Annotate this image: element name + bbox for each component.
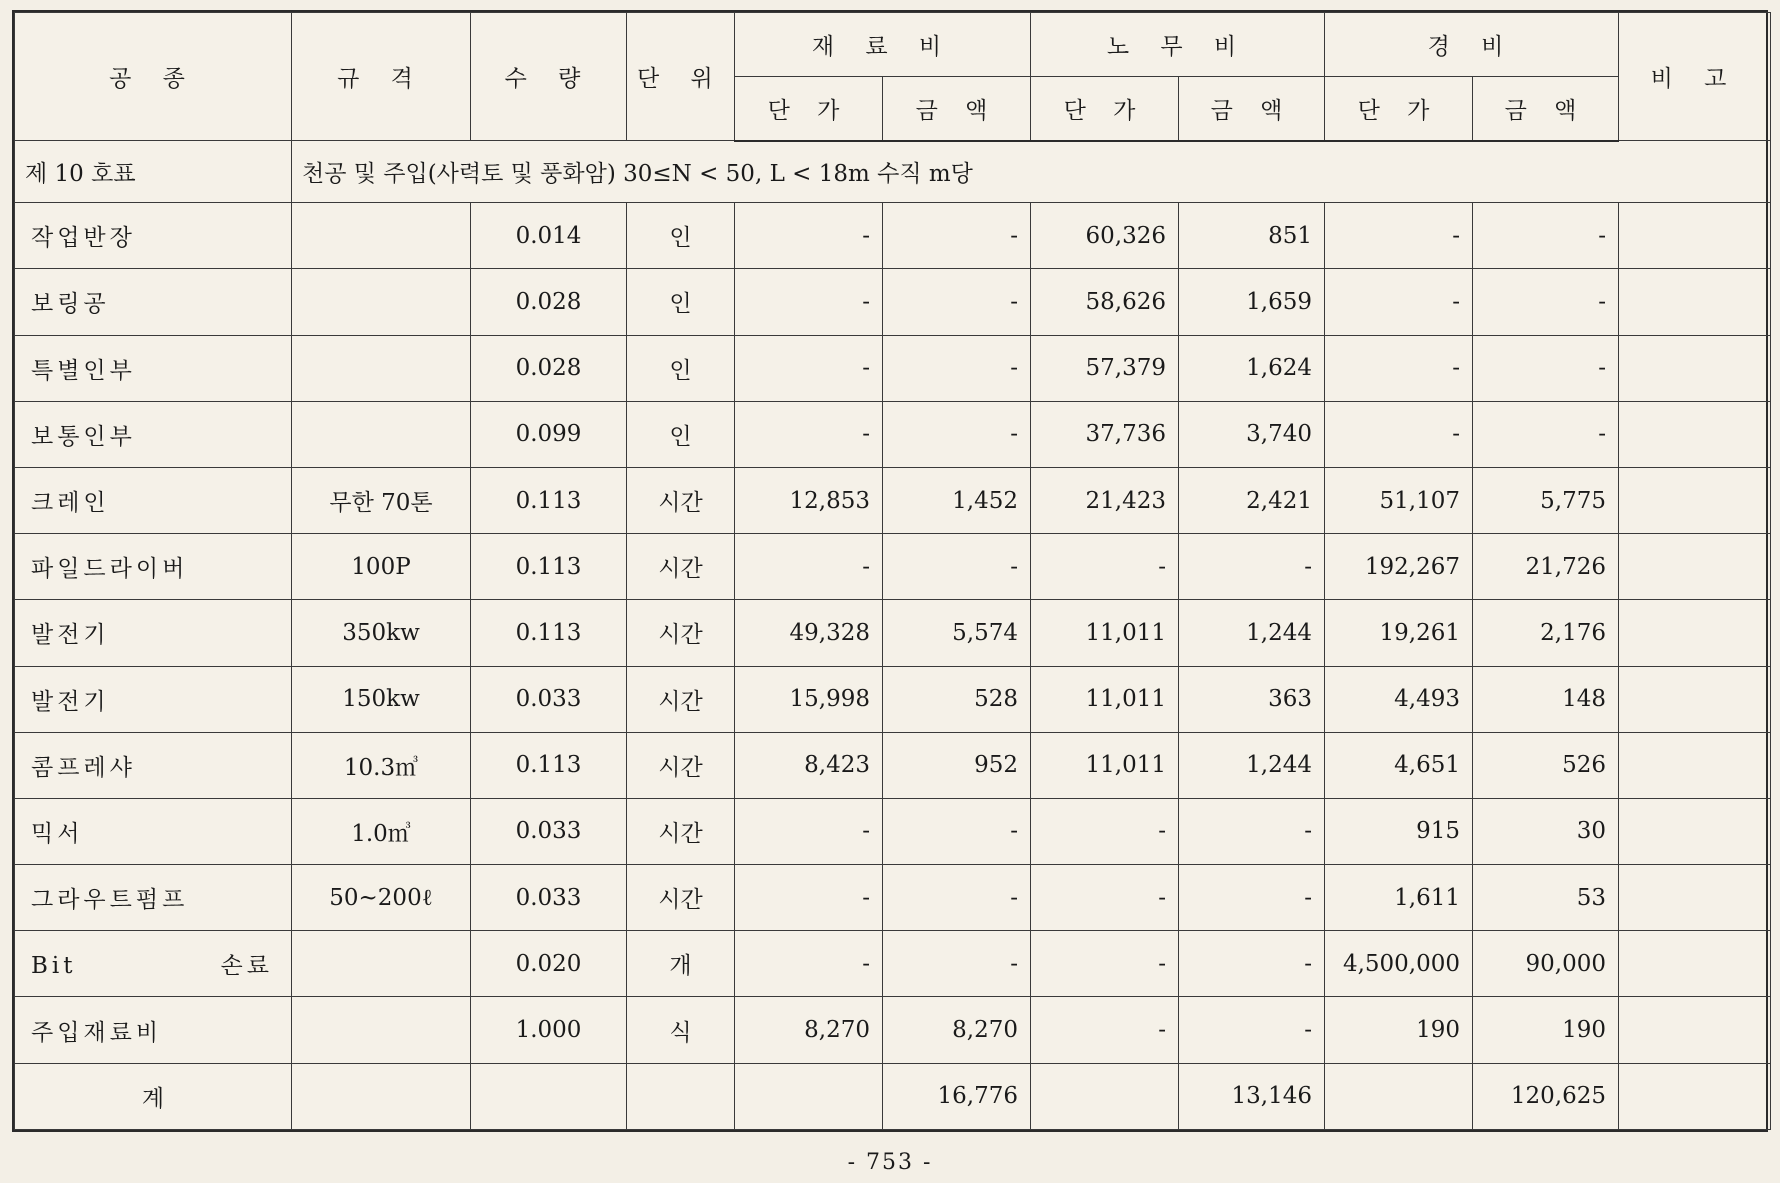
expense-unit-price: 4,500,000 bbox=[1325, 931, 1473, 997]
labor-unit-price: - bbox=[1031, 798, 1179, 864]
material-amount: 5,574 bbox=[883, 600, 1031, 666]
total-expense-unit-price bbox=[1325, 1063, 1473, 1129]
item-remarks bbox=[1619, 666, 1771, 732]
item-name: 파일드라이버 bbox=[15, 534, 292, 600]
material-unit-price: 8,270 bbox=[735, 997, 883, 1063]
item-spec: 350kw bbox=[292, 600, 471, 666]
labor-amount: - bbox=[1179, 931, 1325, 997]
item-name: 크레인 bbox=[15, 467, 292, 533]
header-expense-amount: 금 액 bbox=[1473, 77, 1619, 141]
table-row bbox=[15, 798, 1771, 864]
item-spec: 50~200ℓ bbox=[292, 865, 471, 931]
expense-amount: 190 bbox=[1473, 997, 1619, 1063]
item-spec bbox=[292, 931, 471, 997]
material-amount: 1,452 bbox=[883, 467, 1031, 533]
expense-amount: - bbox=[1473, 401, 1619, 467]
table-row bbox=[15, 269, 1771, 335]
expense-amount: 30 bbox=[1473, 798, 1619, 864]
labor-amount: 1,244 bbox=[1179, 600, 1325, 666]
material-unit-price: - bbox=[735, 203, 883, 269]
material-unit-price: - bbox=[735, 931, 883, 997]
item-quantity: 0.113 bbox=[471, 467, 627, 533]
material-amount: - bbox=[883, 931, 1031, 997]
item-quantity: 0.033 bbox=[471, 666, 627, 732]
expense-unit-price: - bbox=[1325, 335, 1473, 401]
expense-amount: - bbox=[1473, 203, 1619, 269]
item-remarks bbox=[1619, 732, 1771, 798]
table-row bbox=[15, 203, 1771, 269]
item-spec: 무한 70톤 bbox=[292, 467, 471, 533]
table-row bbox=[15, 666, 1771, 732]
expense-unit-price: 915 bbox=[1325, 798, 1473, 864]
item-name: 발전기 bbox=[15, 600, 292, 666]
labor-amount: - bbox=[1179, 534, 1325, 600]
header-work-type: 공 종 bbox=[15, 13, 292, 141]
total-material-amount: 16,776 bbox=[883, 1063, 1031, 1129]
material-unit-price: 15,998 bbox=[735, 666, 883, 732]
item-unit: 인 bbox=[627, 401, 735, 467]
item-unit: 인 bbox=[627, 203, 735, 269]
labor-unit-price: - bbox=[1031, 534, 1179, 600]
header-material-amount: 금 액 bbox=[883, 77, 1031, 141]
labor-amount: 1,624 bbox=[1179, 335, 1325, 401]
expense-unit-price: 190 bbox=[1325, 997, 1473, 1063]
header-spec: 규 격 bbox=[292, 13, 471, 141]
header-unit: 단 위 bbox=[627, 13, 735, 141]
material-unit-price: - bbox=[735, 865, 883, 931]
expense-amount: - bbox=[1473, 269, 1619, 335]
material-unit-price: - bbox=[735, 269, 883, 335]
header-material-unit-price: 단 가 bbox=[735, 77, 883, 141]
labor-amount: 851 bbox=[1179, 203, 1325, 269]
item-remarks bbox=[1619, 798, 1771, 864]
material-unit-price: - bbox=[735, 401, 883, 467]
table-row bbox=[15, 335, 1771, 401]
expense-amount: 5,775 bbox=[1473, 467, 1619, 533]
expense-unit-price: - bbox=[1325, 401, 1473, 467]
expense-unit-price: 51,107 bbox=[1325, 467, 1473, 533]
item-name: 보링공 bbox=[15, 269, 292, 335]
item-name: 발전기 bbox=[15, 666, 292, 732]
item-quantity: 0.099 bbox=[471, 401, 627, 467]
item-remarks bbox=[1619, 269, 1771, 335]
expense-amount: 90,000 bbox=[1473, 931, 1619, 997]
expense-amount: 2,176 bbox=[1473, 600, 1619, 666]
labor-unit-price: 11,011 bbox=[1031, 600, 1179, 666]
header-quantity: 수 량 bbox=[471, 13, 627, 141]
expense-amount: 148 bbox=[1473, 666, 1619, 732]
item-name: Bit 손료 bbox=[15, 931, 292, 997]
total-unit bbox=[627, 1063, 735, 1129]
material-amount: - bbox=[883, 534, 1031, 600]
item-spec bbox=[292, 401, 471, 467]
expense-unit-price: 192,267 bbox=[1325, 534, 1473, 600]
expense-unit-price: 4,651 bbox=[1325, 732, 1473, 798]
item-unit: 개 bbox=[627, 931, 735, 997]
table-row bbox=[15, 732, 1771, 798]
material-amount: - bbox=[883, 798, 1031, 864]
table-row bbox=[15, 467, 1771, 533]
material-unit-price: 49,328 bbox=[735, 600, 883, 666]
labor-unit-price: 58,626 bbox=[1031, 269, 1179, 335]
labor-amount: 1,244 bbox=[1179, 732, 1325, 798]
item-remarks bbox=[1619, 401, 1771, 467]
total-spec bbox=[292, 1063, 471, 1129]
table-title-row bbox=[15, 141, 1771, 203]
table-row bbox=[15, 600, 1771, 666]
cost-breakdown-sheet bbox=[12, 10, 1768, 1132]
expense-unit-price: 1,611 bbox=[1325, 865, 1473, 931]
header-remarks: 비 고 bbox=[1619, 13, 1771, 141]
expense-amount: 526 bbox=[1473, 732, 1619, 798]
item-name: 콤프레샤 bbox=[15, 732, 292, 798]
labor-amount: - bbox=[1179, 865, 1325, 931]
total-expense-amount: 120,625 bbox=[1473, 1063, 1619, 1129]
item-quantity: 1.000 bbox=[471, 997, 627, 1063]
header-expense-unit-price: 단 가 bbox=[1325, 77, 1473, 141]
item-quantity: 0.033 bbox=[471, 798, 627, 864]
material-amount: 528 bbox=[883, 666, 1031, 732]
unit-cost-table bbox=[14, 12, 1771, 1130]
material-amount: - bbox=[883, 401, 1031, 467]
item-name: 그라우트펌프 bbox=[15, 865, 292, 931]
material-unit-price: 8,423 bbox=[735, 732, 883, 798]
item-remarks bbox=[1619, 335, 1771, 401]
item-unit: 시간 bbox=[627, 732, 735, 798]
expense-unit-price: 19,261 bbox=[1325, 600, 1473, 666]
item-quantity: 0.113 bbox=[471, 732, 627, 798]
total-labor-amount: 13,146 bbox=[1179, 1063, 1325, 1129]
item-remarks bbox=[1619, 865, 1771, 931]
total-material-unit-price bbox=[735, 1063, 883, 1129]
header-expense: 경 비 bbox=[1325, 13, 1619, 77]
material-amount: - bbox=[883, 203, 1031, 269]
labor-amount: 363 bbox=[1179, 666, 1325, 732]
expense-amount: 53 bbox=[1473, 865, 1619, 931]
labor-amount: 1,659 bbox=[1179, 269, 1325, 335]
item-unit: 시간 bbox=[627, 467, 735, 533]
total-labor-unit-price bbox=[1031, 1063, 1179, 1129]
item-unit: 인 bbox=[627, 335, 735, 401]
expense-amount: - bbox=[1473, 335, 1619, 401]
item-remarks bbox=[1619, 534, 1771, 600]
material-amount: 952 bbox=[883, 732, 1031, 798]
item-spec: 10.3㎥ bbox=[292, 732, 471, 798]
header-labor-cost: 노 무 비 bbox=[1031, 13, 1325, 77]
item-remarks bbox=[1619, 203, 1771, 269]
table-description: 천공 및 주입(사력토 및 풍화암) 30≤N < 50, L < 18m 수직 m당 bbox=[292, 141, 1771, 203]
labor-unit-price: 11,011 bbox=[1031, 732, 1179, 798]
item-name: 보통인부 bbox=[15, 401, 292, 467]
item-quantity: 0.028 bbox=[471, 335, 627, 401]
page-number: - 753 - bbox=[847, 1150, 933, 1175]
labor-amount: - bbox=[1179, 798, 1325, 864]
expense-unit-price: 4,493 bbox=[1325, 666, 1473, 732]
item-remarks bbox=[1619, 467, 1771, 533]
labor-unit-price: 21,423 bbox=[1031, 467, 1179, 533]
item-spec bbox=[292, 269, 471, 335]
item-unit: 시간 bbox=[627, 600, 735, 666]
item-unit: 시간 bbox=[627, 798, 735, 864]
total-row bbox=[15, 1063, 1771, 1129]
material-unit-price: - bbox=[735, 534, 883, 600]
item-spec: 100P bbox=[292, 534, 471, 600]
item-quantity: 0.028 bbox=[471, 269, 627, 335]
material-amount: - bbox=[883, 335, 1031, 401]
total-remarks bbox=[1619, 1063, 1771, 1129]
table-row bbox=[15, 534, 1771, 600]
labor-unit-price: - bbox=[1031, 865, 1179, 931]
material-amount: - bbox=[883, 269, 1031, 335]
labor-unit-price: - bbox=[1031, 997, 1179, 1063]
labor-amount: 2,421 bbox=[1179, 467, 1325, 533]
labor-amount: - bbox=[1179, 997, 1325, 1063]
table-row bbox=[15, 865, 1771, 931]
labor-unit-price: 37,736 bbox=[1031, 401, 1179, 467]
item-quantity: 0.014 bbox=[471, 203, 627, 269]
labor-amount: 3,740 bbox=[1179, 401, 1325, 467]
table-number: 제 10 호표 bbox=[15, 141, 292, 203]
table-row bbox=[15, 401, 1771, 467]
item-unit: 식 bbox=[627, 997, 735, 1063]
item-remarks bbox=[1619, 931, 1771, 997]
item-spec: 150kw bbox=[292, 666, 471, 732]
item-unit: 시간 bbox=[627, 865, 735, 931]
item-name: 특별인부 bbox=[15, 335, 292, 401]
total-label: 계 bbox=[15, 1063, 292, 1129]
material-unit-price: 12,853 bbox=[735, 467, 883, 533]
item-quantity: 0.033 bbox=[471, 865, 627, 931]
item-remarks bbox=[1619, 600, 1771, 666]
header-labor-unit-price: 단 가 bbox=[1031, 77, 1179, 141]
total-quantity bbox=[471, 1063, 627, 1129]
material-amount: - bbox=[883, 865, 1031, 931]
header-labor-amount: 금 액 bbox=[1179, 77, 1325, 141]
item-unit: 시간 bbox=[627, 666, 735, 732]
material-amount: 8,270 bbox=[883, 997, 1031, 1063]
item-name: 주입재료비 bbox=[15, 997, 292, 1063]
table-row bbox=[15, 931, 1771, 997]
item-spec bbox=[292, 997, 471, 1063]
header-material-cost: 재 료 비 bbox=[735, 13, 1031, 77]
expense-unit-price: - bbox=[1325, 203, 1473, 269]
item-quantity: 0.113 bbox=[471, 534, 627, 600]
item-spec bbox=[292, 203, 471, 269]
item-quantity: 0.020 bbox=[471, 931, 627, 997]
material-unit-price: - bbox=[735, 798, 883, 864]
item-spec bbox=[292, 335, 471, 401]
labor-unit-price: 11,011 bbox=[1031, 666, 1179, 732]
item-unit: 시간 bbox=[627, 534, 735, 600]
material-unit-price: - bbox=[735, 335, 883, 401]
item-name: 작업반장 bbox=[15, 203, 292, 269]
expense-unit-price: - bbox=[1325, 269, 1473, 335]
table-row bbox=[15, 997, 1771, 1063]
item-spec: 1.0㎥ bbox=[292, 798, 471, 864]
item-name: 믹서 bbox=[15, 798, 292, 864]
expense-amount: 21,726 bbox=[1473, 534, 1619, 600]
labor-unit-price: 60,326 bbox=[1031, 203, 1179, 269]
item-remarks bbox=[1619, 997, 1771, 1063]
item-quantity: 0.113 bbox=[471, 600, 627, 666]
labor-unit-price: - bbox=[1031, 931, 1179, 997]
labor-unit-price: 57,379 bbox=[1031, 335, 1179, 401]
item-unit: 인 bbox=[627, 269, 735, 335]
